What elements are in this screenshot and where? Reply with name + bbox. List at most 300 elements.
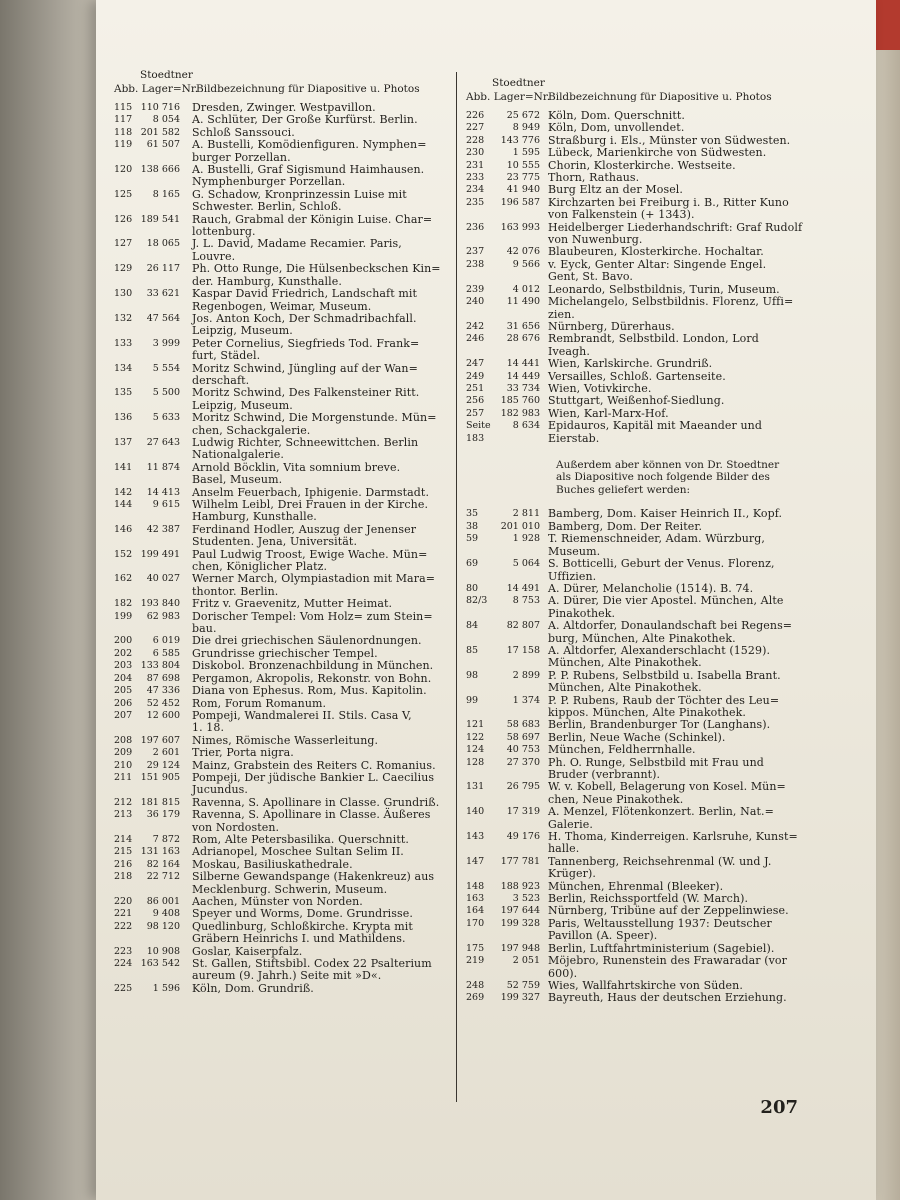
lager-number: 201 010 — [500, 520, 540, 532]
image-description: G. Schadow, Kronprinzessin Luise mit Schwester. Berlin, Schloß. — [192, 187, 407, 214]
abb-number: 135 — [114, 387, 133, 399]
abb-number: 115 — [114, 102, 133, 113]
abb-number: 218 — [114, 871, 133, 883]
image-description: Köln, Dom. Grundriß. — [192, 981, 314, 995]
list-item — [114, 908, 459, 920]
lager-number: 8 054 — [152, 114, 180, 126]
image-description: Quedlinburg, Schloßkirche. Krypta mit Gräbern Heinrichs I. und Mathildens. — [192, 919, 413, 946]
image-description: Moritz Schwind, Des Falkensteiner Ritt. Leipzig, Museum. — [192, 386, 420, 412]
list-item — [114, 983, 459, 995]
abb-number: 227 — [466, 122, 485, 134]
lager-number: 3 999 — [152, 337, 180, 349]
lager-number: 133 804 — [140, 660, 180, 672]
lager-number: 2 601 — [152, 747, 180, 759]
lager-number: 7 872 — [152, 833, 180, 845]
abb-number: 175 — [466, 942, 485, 954]
list-item — [114, 635, 459, 647]
image-description: Möjebro, Runenstein des Frawaradar (vor 600). — [548, 954, 788, 980]
list-item — [114, 573, 459, 598]
abb-number: 35 — [466, 508, 479, 520]
abb-number: 220 — [114, 896, 133, 907]
image-description: Tannenberg, Reichsehrenmal (W. und J. Krüger). — [548, 854, 772, 881]
list-item — [466, 358, 876, 370]
image-description: T. Riemenschneider, Adam. Würzburg, Museum. — [548, 532, 766, 558]
list-item — [466, 955, 876, 980]
image-description: Köln, Dom. Querschnitt. — [548, 109, 686, 122]
lager-number: 10 555 — [506, 159, 540, 171]
abb-number: 85 — [466, 644, 479, 656]
lager-number: 47 336 — [146, 685, 180, 697]
lager-number: 163 993 — [500, 221, 540, 233]
image-description: München, Ehrenmal (Bleeker). — [548, 879, 724, 893]
lager-number: 28 676 — [506, 333, 540, 345]
lager-number: 197 607 — [140, 734, 180, 746]
abb-number: 59 — [466, 533, 479, 545]
list-item — [466, 620, 876, 645]
abb-number: 234 — [466, 184, 485, 196]
list-item — [114, 164, 459, 189]
lager-number: 9 408 — [152, 908, 180, 920]
image-description: Werner March, Olympiastadion mit Mara= thontor. Berlin. — [192, 572, 436, 598]
abb-number: 240 — [466, 296, 485, 308]
left-column — [114, 70, 459, 995]
lager-number: 42 387 — [146, 523, 180, 535]
image-description: A. Menzel, Flötenkonzert. Berlin, Nat.= Galerie. — [548, 805, 774, 831]
list-item — [466, 757, 876, 782]
lager-number: 40 027 — [146, 573, 180, 585]
lager-number: 3 523 — [512, 893, 540, 905]
abb-number: 239 — [466, 283, 485, 295]
image-description: Diana von Ephesus. Rom, Mus. Kapitolin. — [192, 684, 427, 698]
abb-number: 99 — [466, 694, 479, 706]
abb-number: 119 — [114, 139, 133, 151]
lager-number: 27 643 — [146, 436, 180, 448]
abb-number: 124 — [466, 744, 485, 756]
lager-number: 31 656 — [506, 320, 540, 332]
list-item — [466, 395, 876, 407]
abb-number: 162 — [114, 573, 133, 585]
list-item — [114, 772, 459, 797]
list-item — [466, 222, 876, 247]
lager-number: 11 490 — [506, 296, 540, 308]
abb-number: 141 — [114, 461, 133, 473]
list-item — [114, 598, 459, 610]
abb-number: 137 — [114, 436, 133, 448]
list-item — [114, 437, 459, 462]
list-item — [114, 710, 459, 735]
lager-number: 185 760 — [500, 395, 540, 407]
lager-number: 52 452 — [146, 697, 180, 709]
lager-number: 138 666 — [140, 164, 180, 176]
lager-number: 5 500 — [152, 387, 180, 399]
lager-number: 2 051 — [512, 955, 540, 967]
abb-number: 117 — [114, 114, 133, 126]
abb-number: 120 — [114, 164, 133, 176]
image-description: Stuttgart, Weißenhof-Siedlung. — [548, 394, 725, 408]
list-item — [466, 160, 876, 172]
abb-number: 242 — [466, 320, 485, 332]
lager-number: 199 491 — [140, 548, 180, 560]
list-item — [466, 246, 876, 258]
abb-number: 84 — [466, 620, 479, 632]
lager-number: 10 908 — [146, 945, 180, 957]
lager-number: 8 634 — [512, 420, 540, 432]
abb-number: 163 — [466, 893, 485, 905]
abb-number: 228 — [466, 134, 485, 146]
abb-number: 230 — [466, 147, 485, 159]
lager-number: 182 983 — [500, 407, 540, 419]
abb-number: 136 — [114, 412, 133, 424]
image-description: Nimes, Römische Wasserleitung. — [192, 733, 379, 747]
list-item — [466, 992, 876, 1004]
lager-number: 177 781 — [500, 855, 540, 867]
lager-number: 17 158 — [506, 644, 540, 656]
image-description: A. Altdorfer, Donaulandschaft bei Regens= burg, München, Alte Pinakothek. — [548, 619, 793, 645]
list-item — [466, 296, 876, 321]
list-item — [114, 611, 459, 636]
image-description: Nürnberg, Dürerhaus. — [548, 319, 675, 333]
image-description: Diskobol. Bronzenachbildung in München. — [192, 659, 434, 673]
abb-number: 207 — [114, 709, 133, 721]
lager-number: 26 795 — [506, 781, 540, 793]
image-description: Speyer und Worms, Dome. Grundrisse. — [192, 907, 413, 921]
list-item — [466, 533, 876, 558]
additional-images-note: Außerdem aber können von Dr. Stoedtner als Diapositive noch folgende Bilder des Buches geliefert werden: — [556, 458, 780, 496]
image-description: Blaubeuren, Klosterkirche. Hochaltar. — [548, 245, 764, 259]
image-description: Paris, Weltausstellung 1937: Deutscher Pavillon (A. Speer). — [548, 916, 772, 943]
abb-number: 247 — [466, 358, 485, 370]
lager-number: 110 716 — [140, 102, 180, 113]
lager-number: 2 899 — [512, 669, 540, 681]
abb-number: 164 — [466, 905, 485, 917]
image-description: Dorischer Tempel: Vom Holz= zum Stein= bau. — [192, 609, 433, 636]
abb-number: 204 — [114, 672, 133, 684]
abb-number: 203 — [114, 660, 133, 672]
image-description: A. Dürer, Melancholie (1514). B. 74. — [548, 581, 754, 595]
abb-number: 251 — [466, 382, 485, 394]
image-description: Peter Cornelius, Siegfrieds Tod. Frank= furt, Städel. — [192, 336, 420, 363]
lager-number: 82 807 — [506, 620, 540, 632]
abb-number: 132 — [114, 312, 133, 324]
right-entry-list — [466, 110, 876, 445]
image-description: Schloß Sanssouci. — [192, 125, 295, 139]
list-item — [466, 595, 876, 620]
list-item — [114, 462, 459, 487]
image-description: Fritz v. Graevenitz, Mutter Heimat. — [192, 597, 393, 611]
abb-number: 200 — [114, 635, 133, 647]
header-bildbezeichnung: Bildbezeichnung für Diapositive u. Photos — [548, 91, 772, 103]
list-item — [466, 259, 876, 284]
abb-number: 82/3 — [466, 595, 488, 607]
lager-number: 6 585 — [152, 647, 180, 659]
list-item — [466, 558, 876, 583]
list-item — [466, 670, 876, 695]
image-description: A. Schlüter, Der Große Kurfürst. Berlin. — [192, 113, 418, 127]
lager-number: 197 948 — [500, 942, 540, 954]
abb-number: 80 — [466, 582, 479, 594]
abb-number: 170 — [466, 917, 485, 929]
lager-number: 18 065 — [146, 238, 180, 250]
list-item — [114, 412, 459, 437]
lager-number: 12 600 — [146, 709, 180, 721]
abb-number: 148 — [466, 880, 485, 892]
list-item — [114, 809, 459, 834]
image-description: A. Bustelli, Graf Sigismund Haimhausen. Nymphenburger Porzellan. — [192, 163, 425, 189]
list-item — [466, 905, 876, 917]
abb-number: 269 — [466, 992, 485, 1004]
abb-number: 152 — [114, 548, 133, 560]
list-item — [114, 189, 459, 214]
header-stoedtner: Stoedtner — [140, 69, 193, 81]
lager-number: 27 370 — [506, 756, 540, 768]
lager-number: 29 124 — [146, 759, 180, 771]
image-description: Berlin, Neue Wache (Schinkel). — [548, 730, 726, 744]
list-item — [114, 871, 459, 896]
lager-number: 87 698 — [146, 672, 180, 684]
lager-number: 25 672 — [506, 110, 540, 121]
image-description: Kaspar David Friedrich, Landschaft mit Regenbogen, Weimar, Museum. — [192, 287, 417, 313]
list-item — [466, 856, 876, 881]
image-description: Rom, Alte Petersbasilika. Querschnitt. — [192, 832, 409, 846]
abb-number: 144 — [114, 499, 133, 510]
lager-number: 49 176 — [506, 831, 540, 843]
image-description: Chorin, Klosterkirche. Westseite. — [548, 158, 736, 172]
lager-number: 11 874 — [146, 461, 180, 473]
lager-number: 82 164 — [146, 858, 180, 870]
lager-number: 14 449 — [506, 370, 540, 382]
abb-number: 202 — [114, 647, 133, 659]
image-description: Mainz, Grabstein des Reiters C. Romanius. — [192, 758, 436, 772]
abb-number: 233 — [466, 172, 485, 184]
abb-number: 142 — [114, 486, 133, 498]
lager-number: 8 165 — [152, 188, 180, 200]
lager-number: 1 595 — [512, 147, 540, 159]
lager-number: 1 374 — [512, 694, 540, 706]
list-item — [466, 645, 876, 670]
lager-number: 131 163 — [140, 846, 180, 858]
lager-number: 199 327 — [500, 992, 540, 1004]
image-description: Burg Eltz an der Mosel. — [548, 183, 684, 197]
abb-number: 182 — [114, 598, 133, 610]
image-description: Arnold Böcklin, Vita somnium breve. Basel, Museum. — [192, 460, 401, 487]
image-description: Moritz Schwind, Die Morgenstunde. Mün= chen, Schackgalerie. — [192, 411, 437, 437]
lager-number: 4 012 — [512, 283, 540, 295]
image-description: Pompeji, Wandmalerei II. Stils. Casa V, 1. 18. — [192, 708, 412, 735]
abb-number: 143 — [466, 831, 485, 843]
lager-number: 1 596 — [152, 982, 180, 994]
abb-number: 122 — [466, 731, 485, 743]
list-item — [466, 508, 876, 520]
abb-number: 125 — [114, 188, 133, 200]
image-description: Heidelberger Liederhandschrift: Graf Rudolf von Nuwenburg. — [548, 220, 803, 247]
lager-number: 61 507 — [146, 139, 180, 151]
image-description: Wien, Karl-Marx-Hof. — [548, 406, 669, 420]
image-description: Paul Ludwig Troost, Ewige Wache. Mün= chen, Königlicher Platz. — [192, 547, 428, 574]
header-abb-nr: Abb. Lager=Nr. — [114, 83, 199, 95]
image-description: P. P. Rubens, Selbstbild u. Isabella Brant. München, Alte Pinakothek. — [548, 668, 781, 695]
image-description: Jos. Anton Koch, Der Schmadribachfall. Leipzig, Museum. — [192, 311, 417, 338]
lager-number: 5 554 — [152, 362, 180, 374]
image-description: Berlin, Brandenburger Tor (Langhans). — [548, 718, 771, 732]
list-item — [466, 918, 876, 943]
list-item — [114, 499, 459, 524]
image-description: Rembrandt, Selbstbild. London, Lord Iveagh. — [548, 332, 759, 358]
header-abb-nr: Abb. Lager=Nr. — [466, 91, 551, 103]
extra-entry-list — [466, 508, 876, 1004]
list-item — [466, 147, 876, 159]
left-column-header — [114, 70, 459, 102]
image-description: H. Thoma, Kinderreigen. Karlsruhe, Kunst= halle. — [548, 830, 798, 856]
image-description: Berlin, Luftfahrtministerium (Sagebiel). — [548, 941, 775, 955]
abb-number: 214 — [114, 833, 133, 845]
abb-number: 211 — [114, 771, 133, 783]
abb-number: 146 — [114, 523, 133, 535]
abb-number: 208 — [114, 734, 133, 746]
lager-number: 163 542 — [140, 958, 180, 970]
image-description: Moritz Schwind, Jüngling auf der Wan= derschaft. — [192, 361, 418, 387]
lager-number: 17 319 — [506, 806, 540, 818]
image-description: Ferdinand Hodler, Auszug der Jenenser Studenten. Jena, Universität. — [192, 522, 417, 549]
abb-number: 257 — [466, 407, 485, 419]
list-item — [114, 214, 459, 239]
abb-number: 199 — [114, 610, 133, 622]
list-item — [466, 744, 876, 756]
lager-number: 42 076 — [506, 246, 540, 258]
image-description: Bayreuth, Haus der deutschen Erziehung. — [548, 991, 787, 1005]
list-item — [466, 719, 876, 731]
image-description: Lübeck, Marienkirche von Südwesten. — [548, 146, 767, 160]
image-description: Ludwig Richter, Schneewittchen. Berlin Nationalgalerie. — [192, 435, 419, 462]
image-description: Wies, Wallfahrtskirche von Süden. — [548, 978, 743, 992]
list-item — [466, 371, 876, 383]
abb-number: 69 — [466, 558, 479, 570]
abb-number: 121 — [466, 719, 485, 731]
list-item — [466, 420, 876, 445]
lager-number: 196 587 — [500, 196, 540, 208]
image-description: Trier, Porta nigra. — [192, 746, 294, 760]
right-column — [466, 78, 876, 1005]
image-description: A. Bustelli, Komödienfiguren. Nymphen= burger Porzellan. — [192, 138, 427, 164]
lager-number: 14 491 — [506, 582, 540, 594]
image-description: Ravenna, S. Apollinare in Classe. Äußeres von Nordosten. — [192, 808, 431, 834]
image-description: Bamberg, Dom. Kaiser Heinrich II., Kopf. — [548, 507, 783, 521]
book-page — [96, 0, 876, 1200]
list-item — [466, 831, 876, 856]
image-description: Köln, Dom, unvollendet. — [548, 121, 685, 135]
abb-number: 224 — [114, 958, 133, 970]
right-column-header — [466, 78, 876, 110]
abb-number: 235 — [466, 196, 485, 208]
image-description: Straßburg i. Els., Münster von Südwesten. — [548, 133, 791, 147]
lager-number: 9 566 — [512, 258, 540, 270]
abb-number: 206 — [114, 697, 133, 709]
abb-number: 140 — [466, 806, 485, 818]
lager-number: 199 328 — [500, 917, 540, 929]
image-description: Berlin, Reichssportfeld (W. March). — [548, 892, 749, 906]
lager-number: 201 582 — [140, 126, 180, 138]
book-spine-shadow — [0, 0, 110, 1200]
lager-number: 143 776 — [500, 134, 540, 146]
abb-number: 237 — [466, 246, 485, 258]
list-item — [114, 363, 459, 388]
abb-number: 133 — [114, 337, 133, 349]
lager-number: 26 117 — [146, 263, 180, 275]
abb-number: 118 — [114, 126, 133, 138]
lager-number: 36 179 — [146, 809, 180, 821]
abb-number: 127 — [114, 238, 133, 250]
abb-number: 249 — [466, 370, 485, 382]
lager-number: 33 621 — [146, 288, 180, 300]
abb-number: 215 — [114, 846, 133, 858]
lager-number: 6 019 — [152, 635, 180, 647]
abb-number: 98 — [466, 669, 479, 681]
image-description: A. Dürer, Die vier Apostel. München, Alte Pinakothek. — [548, 594, 784, 620]
image-description: Aachen, Münster von Norden. — [192, 895, 363, 908]
image-description: W. v. Kobell, Belagerung von Kosel. Mün= chen, Neue Pinakothek. — [548, 780, 786, 806]
abb-number: 130 — [114, 288, 133, 300]
abb-number: 226 — [466, 110, 485, 121]
image-description: Rom, Forum Romanum. — [192, 696, 327, 710]
list-item — [466, 184, 876, 196]
lager-number: 151 905 — [140, 771, 180, 783]
left-entry-list — [114, 102, 459, 995]
image-description: Pompeji, Der jüdische Bankier L. Caecilius Jucundus. — [192, 770, 435, 797]
image-description: Anselm Feuerbach, Iphigenie. Darmstadt. — [192, 485, 430, 499]
abb-number: 205 — [114, 685, 133, 697]
image-description: Wien, Karlskirche. Grundriß. — [548, 357, 713, 371]
list-item — [114, 549, 459, 574]
list-item — [114, 338, 459, 363]
image-description: Grundrisse griechischer Tempel. — [192, 646, 378, 660]
abb-number: 248 — [466, 979, 485, 991]
lager-number: 23 775 — [506, 172, 540, 184]
abb-number: 147 — [466, 855, 485, 867]
abb-number: 212 — [114, 796, 133, 808]
image-description: Rauch, Grabmal der Königin Luise. Char= lottenburg. — [192, 212, 433, 239]
image-description: Ph. O. Runge, Selbstbild mit Frau und Bruder (verbrannt). — [548, 755, 764, 781]
list-item — [114, 747, 459, 759]
abb-number: Seite 183 — [466, 420, 491, 444]
image-description: P. P. Rubens, Raub der Töchter des Leu= kippos. München, Alte Pinakothek. — [548, 693, 780, 719]
image-description: Die drei griechischen Säulenordnungen. — [192, 634, 422, 648]
abb-number: 231 — [466, 159, 485, 171]
image-description: v. Eyck, Genter Altar: Singende Engel. Gent, St. Bavo. — [548, 257, 767, 284]
abb-number: 223 — [114, 945, 133, 957]
lager-number: 8 753 — [512, 595, 540, 607]
image-description: A. Altdorfer, Alexanderschlacht (1529). München, Alte Pinakothek. — [548, 643, 771, 670]
image-description: Adrianopel, Moschee Sultan Selim II. — [192, 845, 404, 859]
lager-number: 14 413 — [146, 486, 180, 498]
image-description: Dresden, Zwinger. Westpavillon. — [192, 101, 376, 114]
image-description: Moskau, Basiliuskathedrale. — [192, 857, 353, 871]
abb-number: 225 — [114, 982, 133, 994]
lager-number: 197 644 — [500, 905, 540, 917]
lager-number: 47 564 — [146, 312, 180, 324]
lager-number: 181 815 — [140, 796, 180, 808]
lager-number: 8 949 — [512, 122, 540, 134]
abb-number: 246 — [466, 333, 485, 345]
image-description: J. L. David, Madame Recamier. Paris, Louvre. — [192, 237, 402, 263]
image-description: Epidauros, Kapitäl mit Maeander und Eierstab. — [548, 419, 762, 445]
image-description: Michelangelo, Selbstbildnis. Florenz, Uffi= zien. — [548, 295, 794, 321]
image-description: Wilhelm Leibl, Drei Frauen in der Kirche. Hamburg, Kunsthalle. — [192, 498, 429, 524]
list-item — [114, 921, 459, 946]
lager-number: 33 734 — [506, 382, 540, 394]
list-item — [466, 695, 876, 720]
lager-number: 40 753 — [506, 744, 540, 756]
list-item — [114, 958, 459, 983]
abb-number: 126 — [114, 213, 133, 225]
